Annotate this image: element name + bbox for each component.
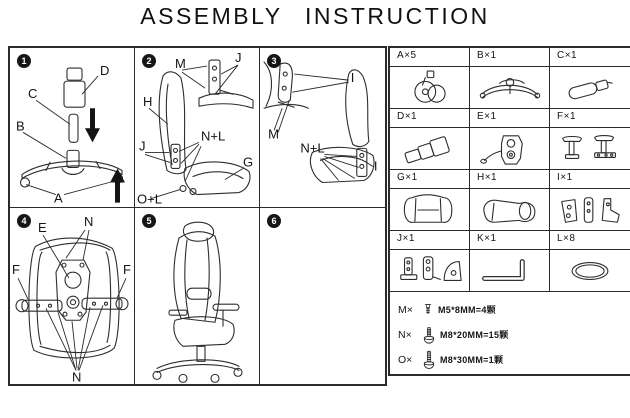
part-cell-l (550, 231, 630, 292)
step-4-label-e: E (38, 219, 47, 235)
hardware-spec-m: M5*8MM=4颗 (438, 305, 496, 315)
step-1-label-d: D (99, 63, 110, 79)
part-cell-k (470, 231, 550, 292)
part-cell-i (550, 170, 630, 231)
assembly-steps-panel (8, 46, 387, 386)
parts-list-panel (388, 46, 630, 376)
step-1-number-badge: 1 (17, 54, 31, 68)
seat-cushion-icon (397, 191, 463, 229)
step-2-panel (135, 48, 260, 208)
part-cell-a (390, 48, 470, 109)
step-2-label-nl: N+L (201, 128, 226, 144)
step-1-label-c: C (28, 86, 38, 102)
part-label-b: B×1 (470, 48, 549, 67)
washer-icon (557, 252, 623, 290)
gas-lift-icon (557, 69, 623, 107)
side-cover-icon (557, 191, 623, 229)
part-cell-g (390, 170, 470, 231)
screw-m-icon (423, 302, 433, 317)
step-5-diagram (135, 208, 259, 384)
part-cell-c (550, 48, 630, 109)
step-2-number-badge: 2 (142, 54, 156, 68)
allen-key-icon (477, 252, 543, 290)
hardware-list (390, 292, 630, 372)
hardware-row-n (398, 322, 626, 347)
step-1-panel (10, 48, 135, 208)
part-label-h: H×1 (470, 170, 549, 189)
cylinder-cover-icon (397, 130, 463, 168)
hardware-spec-o: M8*30MM=1颗 (440, 355, 504, 365)
step-4-panel (10, 208, 135, 384)
step-4-label-f-left: F (12, 261, 20, 277)
step-1-label-b: B (16, 118, 25, 134)
step-5-number-badge: 5 (142, 214, 156, 228)
tilt-mechanism-icon (477, 130, 543, 168)
hardware-prefix-n: N× (398, 328, 412, 341)
part-cell-e (470, 109, 550, 170)
step-4-label-n-top: N (84, 213, 94, 229)
part-cell-b (470, 48, 550, 109)
step-2-label-j-left: J (139, 138, 146, 154)
step-2-label-ol: O+L (137, 191, 162, 207)
part-label-d: D×1 (390, 109, 469, 128)
part-label-c: C×1 (550, 48, 630, 67)
step-3-label-m: M (268, 126, 279, 142)
step-2-diagram (135, 48, 259, 207)
step-3-label-i-top: I (350, 70, 355, 86)
screw-n-icon (423, 326, 435, 344)
hardware-row-o (398, 347, 626, 372)
step-2-label-g: G (243, 154, 254, 170)
part-cell-j (390, 231, 470, 292)
parts-table (390, 48, 630, 292)
part-label-i: I×1 (550, 170, 630, 189)
part-label-e: E×1 (470, 109, 549, 128)
hardware-spec-n: M8*20MM=15颗 (440, 330, 509, 340)
step-3-diagram (260, 48, 385, 207)
part-cell-h (470, 170, 550, 231)
step-4-number-badge: 4 (17, 214, 31, 228)
part-cell-d (390, 109, 470, 170)
screw-o-icon (423, 350, 435, 369)
hardware-prefix-m: M× (398, 303, 413, 316)
part-cell-f (550, 109, 630, 170)
hardware-prefix-o: O× (398, 353, 413, 366)
step-1-diagram (10, 48, 134, 207)
step-6-panel (260, 208, 385, 384)
hardware-row-m (398, 297, 626, 322)
step-3-panel (260, 48, 385, 208)
step-2-label-m: M (175, 56, 186, 72)
part-label-l: L×8 (550, 231, 630, 250)
bracket-icon (397, 252, 463, 290)
step-6-diagram (260, 208, 385, 384)
step-4-label-n-bottom: N (72, 368, 82, 384)
part-label-a: A×5 (390, 48, 469, 67)
step-5-panel (135, 208, 260, 384)
armrest-pair-icon (557, 130, 623, 168)
step-2-label-h: H (143, 94, 153, 110)
step-2-label-j-top: J (235, 50, 242, 66)
star-base-icon (477, 69, 543, 107)
caster-icon (397, 69, 463, 107)
step-4-diagram (10, 208, 134, 384)
backrest-icon (477, 191, 543, 229)
step-4-label-f-right: F (123, 261, 131, 277)
page-title: ASSEMBLY INSTRUCTION (140, 3, 490, 29)
step-6-number-badge: 6 (267, 214, 281, 228)
part-label-f: F×1 (550, 109, 630, 128)
step-3-label-i-right: I (373, 158, 378, 174)
step-3-number-badge: 3 (267, 54, 281, 68)
step-1-label-a: A (53, 190, 63, 206)
step-3-label-nl: N+L (300, 140, 325, 156)
part-label-g: G×1 (390, 170, 469, 189)
part-label-j: J×1 (390, 231, 469, 250)
part-label-k: K×1 (470, 231, 549, 250)
